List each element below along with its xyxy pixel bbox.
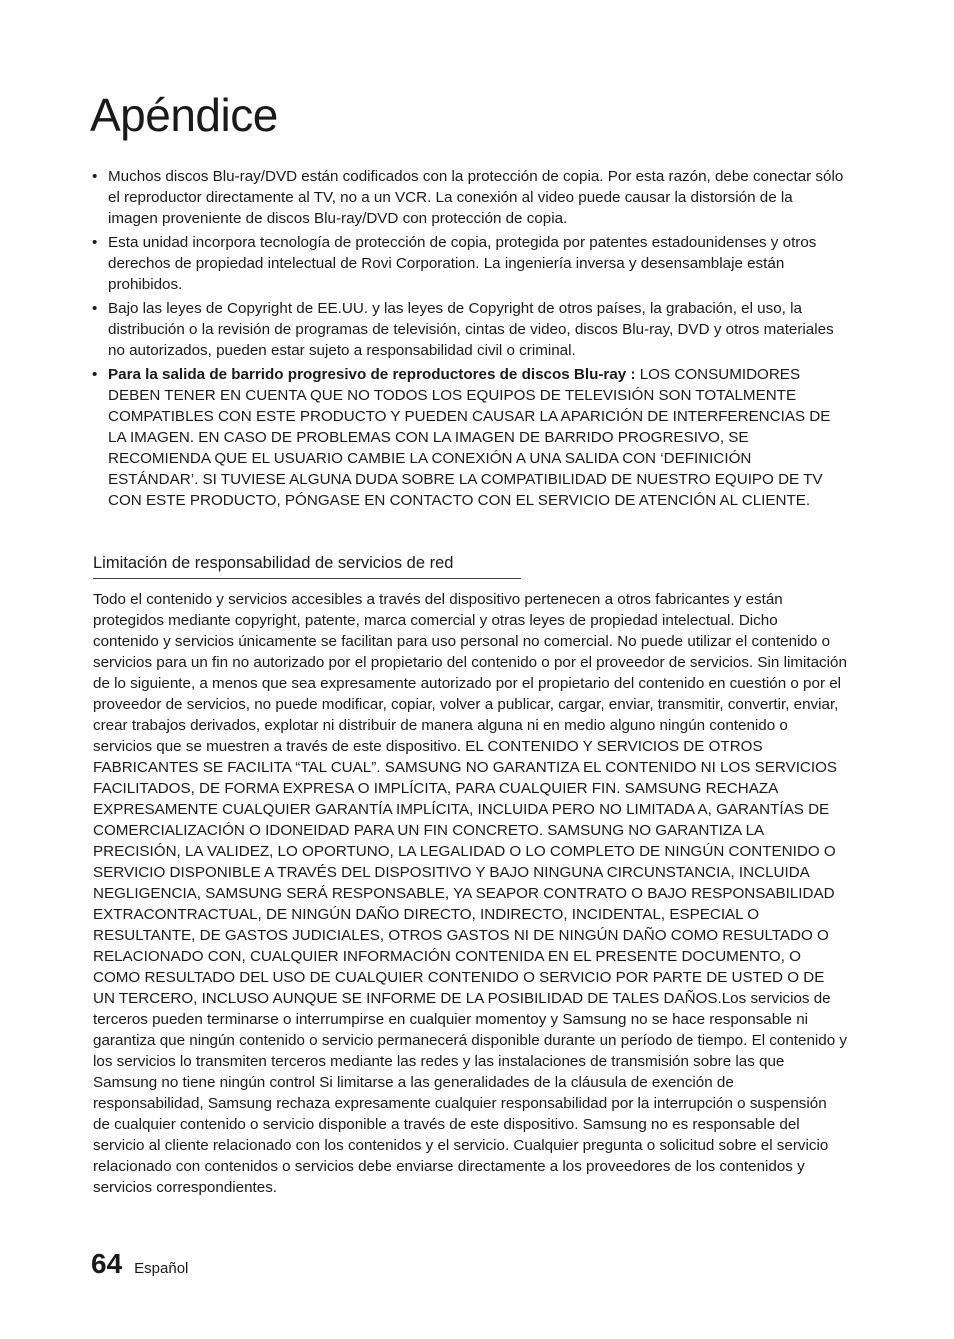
section-heading: Limitación de responsabilidad de servicios de red <box>93 554 521 579</box>
bullet-marker: • <box>92 168 98 185</box>
list-item-lead: Para la salida de barrido progresivo de reproductores de discos Blu-ray : <box>108 366 636 383</box>
bullet-marker: • <box>92 234 98 251</box>
list-item-text: Esta unidad incorpora tecnología de protección de copia, protegida por patentes estadounidenses y otros derechos de propiedad intelectual de Rovi Corporation. La ingeniería inversa y desensamblaje están prohibidos. <box>108 234 817 293</box>
bullet-marker: • <box>92 300 98 317</box>
list-item <box>92 232 844 295</box>
list-item-text: Bajo las leyes de Copyright de EE.UU. y las leyes de Copyright de otros países, la grabación, el uso, la distribución o la revisión de programas de televisión, cintas de video, discos Blu-ray, DVD y otros materiales no autorizados, pueden estar sujeto a responsabilidad civil o criminal. <box>108 300 834 359</box>
bullet-marker: • <box>92 366 98 383</box>
body-paragraph: Todo el contenido y servicios accesibles a través del dispositivo pertenecen a otros fabricantes y están protegidos mediante copyright, patente, marca comercial y otras leyes de propiedad intelectual. Dicho contenido y servicios únicamente se facilitan para uso personal no comercial. No puede utilizar el contenido o servicios para un fin no autorizado por el propietario del contenido o por el proveedor de servicios. Sin limitación de lo siguiente, a menos que sea expresamente autorizado por el propietario del contenido en cuestión o por el proveedor de servicios, no puede modificar, copiar, volver a publicar, cargar, enviar, transmitir, convertir, enviar, crear trabajos derivados, explotar ni distribuir de manera alguna ni en medio alguno ningún contenido o servicios que se muestren a través de este dispositivo. EL CONTENIDO Y SERVICIOS DE OTROS FABRICANTES SE FACILITA “TAL CUAL”. SAMSUNG NO GARANTIZA EL CONTENIDO NI LOS SERVICIOS FACILITADOS, DE FORMA EXPRESA O IMPLÍCITA, PARA CUALQUIER FIN. SAMSUNG RECHAZA EXPRESAMENTE CUALQUIER GARANTÍA IMPLÍCITA, INCLUIDA PERO NO LIMITADA A, GARANTÍAS DE COMERCIALIZACIÓN O IDONEIDAD PARA UN FIN CONCRETO. SAMSUNG NO GARANTIZA LA PRECISIÓN, LA VALIDEZ, LO OPORTUNO, LA LEGALIDAD O LO COMPLETO DE NINGÚN CONTENIDO O SERVICIO DISPONIBLE A TRAVÉS DEL DISPOSITIVO Y BAJO NINGUNA CIRCUNSTANCIA, INCLUIDA NEGLIGENCIA, SAMSUNG SERÁ RESPONSABLE, YA SEAPOR CONTRATO O BAJO RESPONSABILIDAD EXTRACONTRACTUAL, DE NINGÚN DAÑO DIRECTO, INDIRECTO, INCIDENTAL, ESPECIAL O RESULTANTE, DE GASTOS JUDICIALES, OTROS GASTOS NI DE NINGÚN DAÑO COMO RESULTADO O RELACIONADO CON, CUALQUIER INFORMACIÓN CONTENIDA EN EL PRESENTE DOCUMENTO, O COMO RESULTADO DEL USO DE CUALQUIER CONTENIDO O SERVICIO POR PARTE DE USTED O DE UN TERCERO, INCLUSO AUNQUE SE INFORME DE LA POSIBILIDAD DE TALES DAÑOS.Los servicios de terceros pueden terminarse o interrumpirse en cualquier momentoy y Samsung no se hace responsable ni garantiza que ningún contenido o servicio permanecerá disponible durante un período de tiempo. El contenido y los servicios lo transmiten terceros mediante las redes y las instalaciones de transmisión sobre las que Samsung no tiene ningún control Si limitarse a las generalidades de la cláusula de exención de responsabilidad, Samsung rechaza expresamente cualquier responsabilidad por la interrupción o suspensión de cualquier contenido o servicio disponible a través de este dispositivo. Samsung no es responsable del servicio al cliente relacionado con los contenidos y el servicio. Cualquier pregunta o solicitud sobre el servicio relacionado con contenidos o servicios debe enviarse directamente a los proveedores de los contenidos y servicios correspondientes. <box>93 591 847 1196</box>
list-item <box>92 166 844 229</box>
page-title: Apéndice <box>90 89 278 141</box>
page-footer <box>91 1248 188 1280</box>
bullet-list <box>92 166 844 514</box>
list-item-text: LOS CONSUMIDORES DEBEN TENER EN CUENTA QUE NO TODOS LOS EQUIPOS DE TELEVISIÓN SON TOTALMENTE COMPATIBLES CON ESTE PRODUCTO Y PUEDEN CAUSAR LA APARICIÓN DE INTERFERENCIAS DE LA IMAGEN. EN CASO DE PROBLEMAS CON LA IMAGEN DE BARRIDO PROGRESIVO, SE RECOMIENDA QUE EL USUARIO CAMBIE LA CONEXIÓN A UNA SALIDA CON ‘DEFINICIÓN ESTÁNDAR’. SI TUVIESE ALGUNA DUDA SOBRE LA COMPATIBILIDAD DE NUESTRO EQUIPO DE TV CON ESTE PRODUCTO, PÓNGASE EN CONTACTO CON EL SERVICIO DE ATENCIÓN AL CLIENTE. <box>108 366 831 509</box>
list-item <box>92 298 844 361</box>
list-item <box>92 364 844 511</box>
list-item-text: Muchos discos Blu-ray/DVD están codificados con la protección de copia. Por esta razón, debe conectar sólo el reproductor directamente al TV, no a un VCR. La conexión al video puede causar la distorsión de la imagen proveniente de discos Blu-ray/DVD con protección de copia. <box>108 168 844 227</box>
page-language: Español <box>134 1260 189 1277</box>
page-number: 64 <box>91 1248 123 1279</box>
